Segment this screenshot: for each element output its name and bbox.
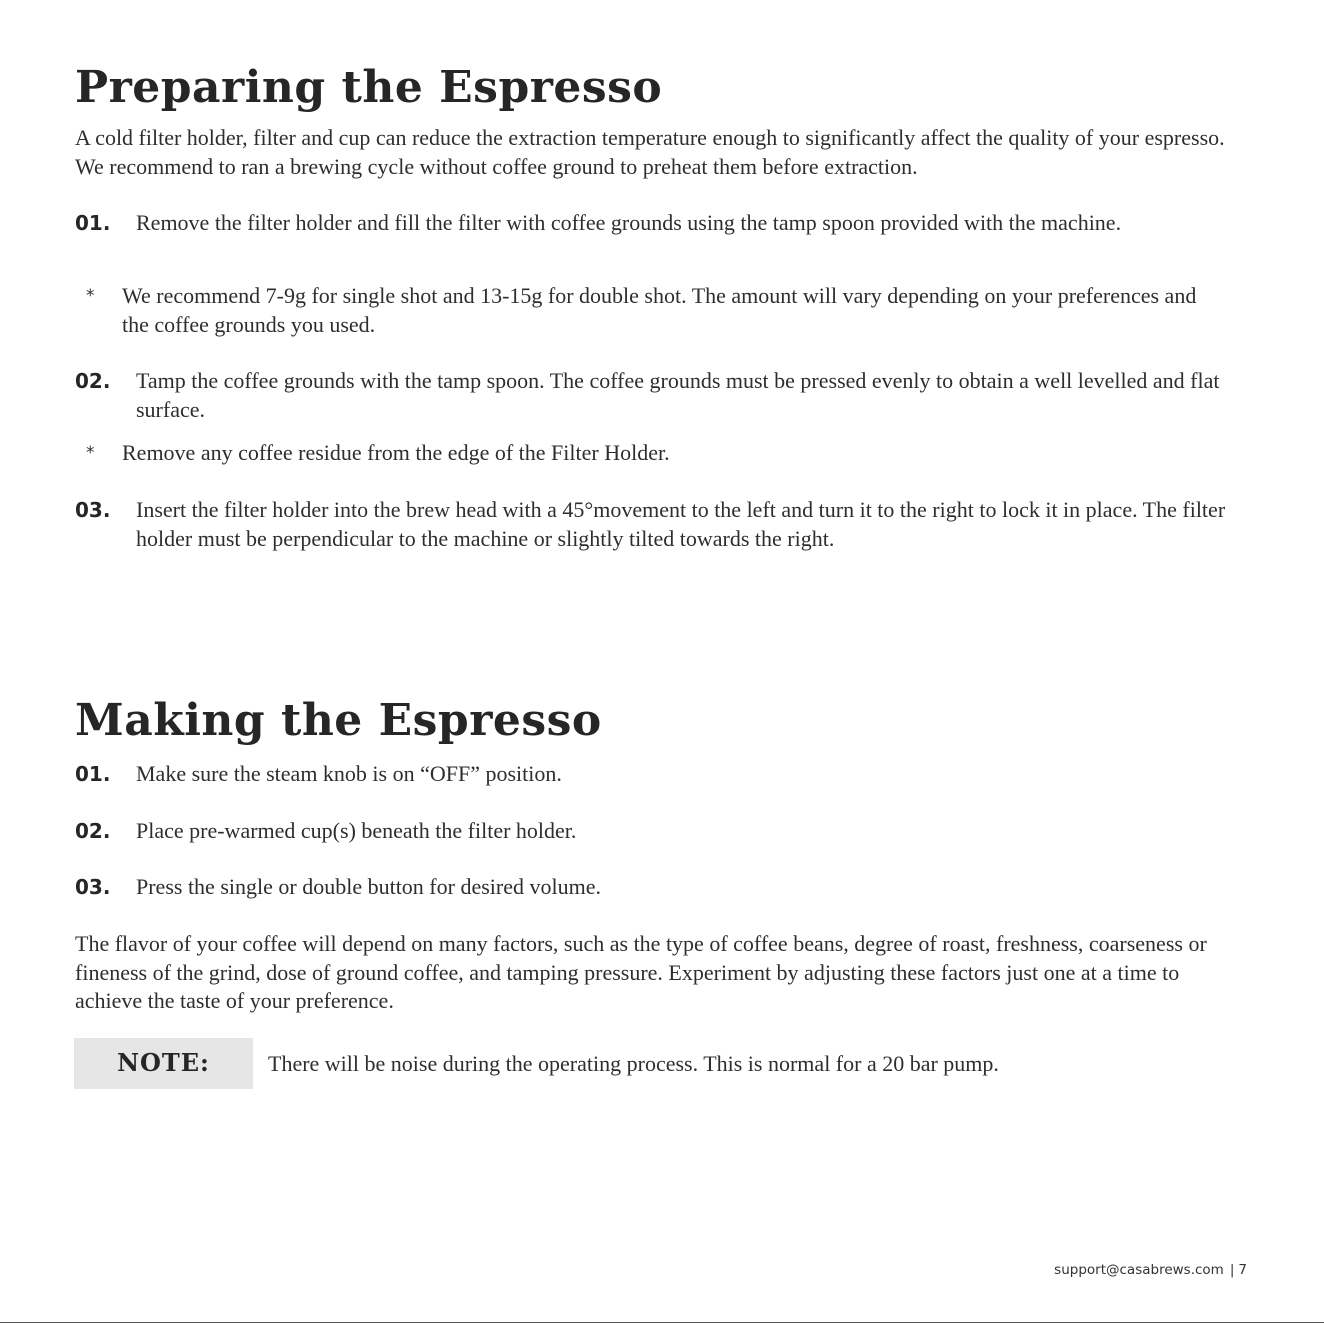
asterisk-marker: * bbox=[86, 286, 95, 306]
step-text: Make sure the steam knob is on “OFF” position. bbox=[136, 761, 562, 786]
step-number: 01. bbox=[75, 762, 111, 786]
asterisk-marker: * bbox=[86, 443, 95, 463]
step-number: 02. bbox=[75, 369, 111, 393]
support-email: support@casabrews.com bbox=[1054, 1262, 1224, 1278]
prep-step-1 bbox=[75, 209, 1250, 238]
prep-step-3 bbox=[75, 496, 1250, 553]
page-number: 7 bbox=[1238, 1262, 1247, 1278]
step-text: Press the single or double button for desired volume. bbox=[136, 874, 601, 899]
note-label-box bbox=[74, 1038, 253, 1089]
step-text: Place pre-warmed cup(s) beneath the filter holder. bbox=[136, 818, 577, 843]
step-number: 01. bbox=[75, 211, 111, 235]
note-text: Remove any coffee residue from the edge of the Filter Holder. bbox=[122, 440, 670, 465]
make-step-3 bbox=[75, 873, 1250, 902]
step-text: Tamp the coffee grounds with the tamp spoon. The coffee grounds must be pressed evenly to obtain a well levelled and flat surface. bbox=[136, 368, 1220, 422]
footer-separator: | bbox=[1229, 1262, 1235, 1278]
step-number: 03. bbox=[75, 498, 111, 522]
make-step-2 bbox=[75, 817, 1250, 846]
closing-paragraph: The flavor of your coffee will depend on many factors, such as the type of coffee beans, degree of roast, freshness, coarseness or fineness of the grind, dose of ground coffee, and tamping pressure. Experiment by adjusting these factors just one at a time to achieve the taste of your preference. bbox=[75, 931, 1207, 1013]
section-title-making: Making the Espresso bbox=[75, 695, 602, 746]
section-title-preparing: Preparing the Espresso bbox=[75, 62, 663, 113]
note-label: NOTE: bbox=[117, 1048, 210, 1077]
make-step-1 bbox=[75, 760, 1250, 789]
intro-paragraph: A cold filter holder, filter and cup can reduce the extraction temperature enough to significantly affect the quality of your espresso. We recommend to ran a brewing cycle without coffee ground to preheat them before extraction. bbox=[75, 125, 1225, 179]
step-number: 03. bbox=[75, 875, 111, 899]
step-number: 02. bbox=[75, 819, 111, 843]
prep-step-2-note bbox=[86, 439, 1226, 468]
note-text: There will be noise during the operating process. This is normal for a 20 bar pump. bbox=[268, 1051, 999, 1076]
bottom-divider bbox=[0, 1322, 1324, 1323]
step-text: Insert the filter holder into the brew head with a 45°movement to the left and turn it to the right to lock it in place. The filter holder must be perpendicular to the machine or slightly tilted towards the right. bbox=[136, 497, 1226, 551]
page-footer bbox=[1054, 1262, 1247, 1278]
step-text: Remove the filter holder and fill the filter with coffee grounds using the tamp spoon provided with the machine. bbox=[136, 210, 1122, 235]
prep-step-1-note bbox=[86, 282, 1226, 339]
note-text: We recommend 7-9g for single shot and 13-15g for double shot. The amount will vary depending on your preferences and the coffee grounds you used. bbox=[122, 283, 1197, 337]
prep-step-2 bbox=[75, 367, 1250, 424]
